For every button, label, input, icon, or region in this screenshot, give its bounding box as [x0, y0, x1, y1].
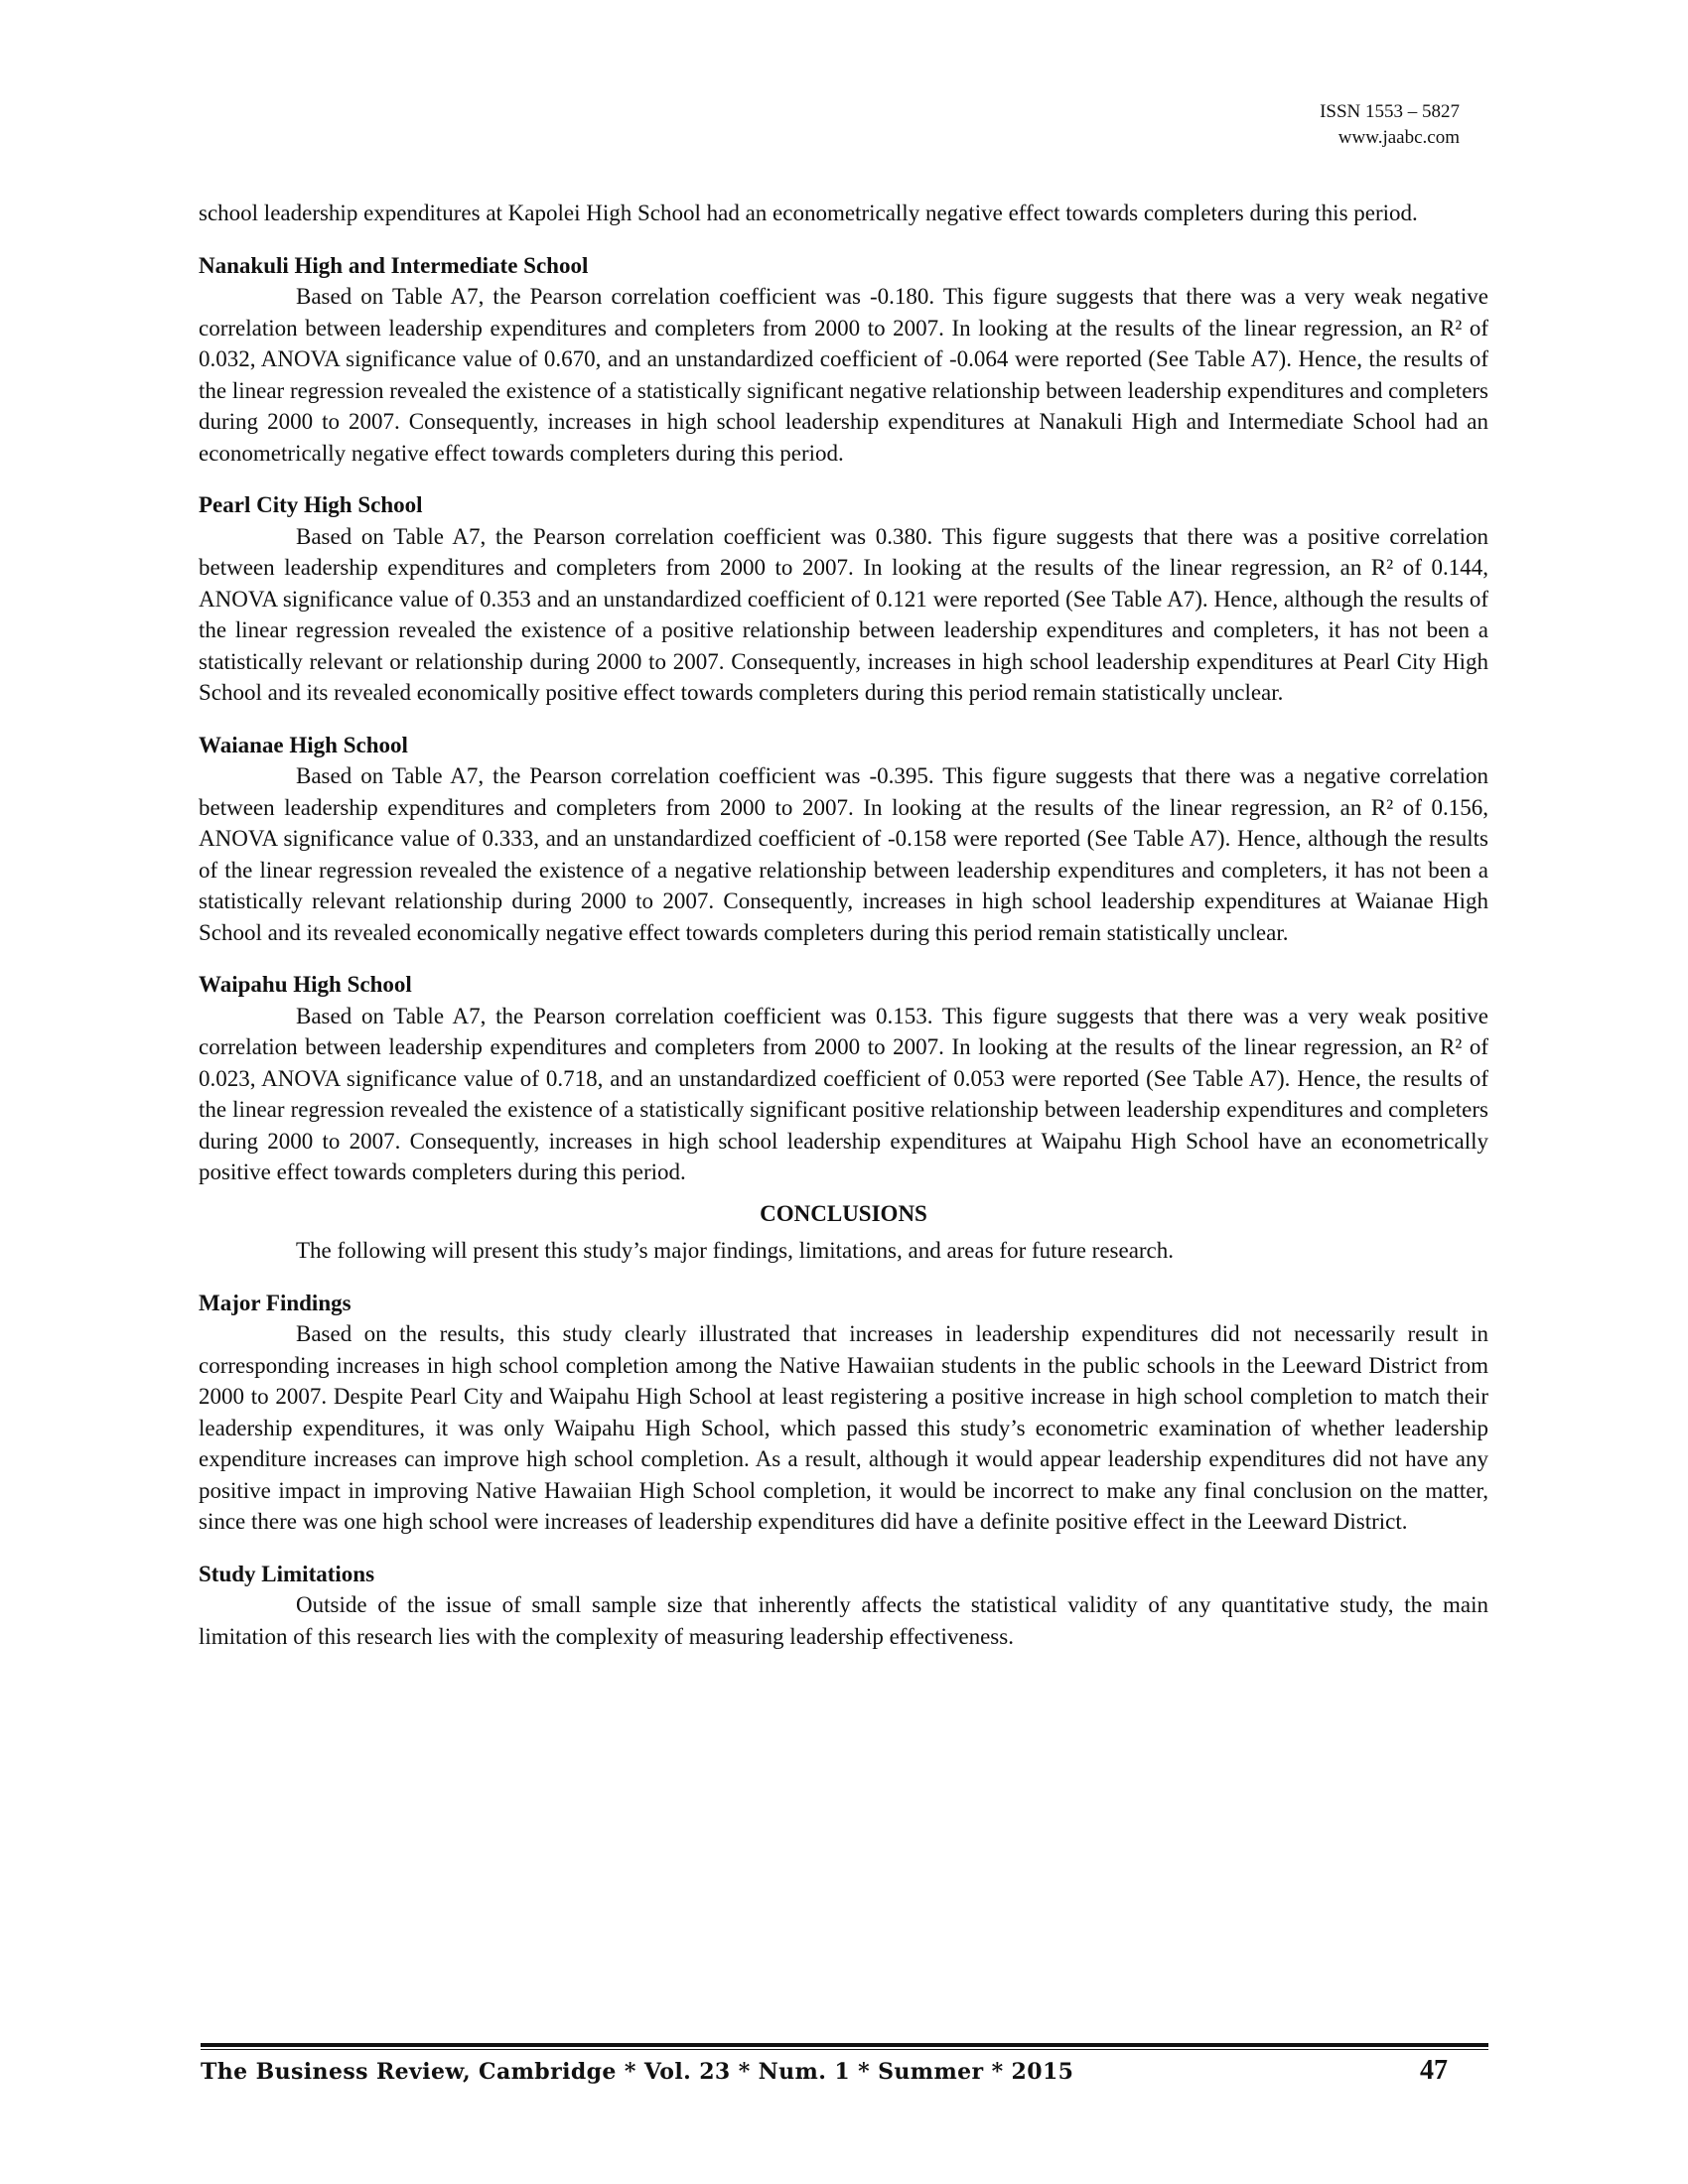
issn-number: ISSN 1553 – 5827: [1320, 101, 1460, 122]
section-text-waipahu: Based on Table A7, the Pearson correlation coefficient was 0.153. This figure suggests that there was a very weak positive correlation between leadership expenditures and completers from 2000 to 2007. In looking at the results of the linear regression, an R² of 0.023, ANOVA significance value of 0.718, and an unstandardized coefficient of 0.053 were reported (See Table A7). Hence, the results of the linear regression revealed the existence of a statistically significant positive relationship between leadership expenditures and completers during 2000 to 2007. Consequently, increases in high school leadership expenditures at Waipahu High School have an econometrically positive effect towards completers during this period.: [199, 1003, 1488, 1184]
intro-paragraph: school leadership expenditures at Kapolei High School had an econometrically negative effect towards completers during this period.: [199, 201, 1418, 225]
section-text-nanakuli: Based on Table A7, the Pearson correlation coefficient was -0.180. This figure suggests that there was a very weak negative correlation between leadership expenditures and completers from 2000 to 2007. In looking at the results of the linear regression, an R² of 0.032, ANOVA significance value of 0.670, and an unstandardized coefficient of -0.064 were reported (See Table A7). Hence, the results of the linear regression revealed the existence of a statistically significant negative relationship between leadership expenditures and completers during 2000 to 2007. Consequently, increases in high school leadership expenditures at Nanakuli High and Intermediate School had an econometrically negative effect towards completers during this period.: [199, 284, 1489, 466]
journal-website: www.jaabc.com: [1337, 127, 1460, 148]
section-heading-waianae: Waianae High School: [199, 732, 408, 757]
article-body: [199, 198, 1488, 1652]
section-heading-pearl-city: Pearl City High School: [199, 492, 423, 517]
section-heading-study-limitations: Study Limitations: [199, 1561, 375, 1586]
section-text-pearl-city: Based on Table A7, the Pearson correlation coefficient was 0.380. This figure suggests that there was a positive correlation between leadership expenditures and completers from 2000 to 2007. In looking at the results of the linear regression, an R² of 0.144, ANOVA significance value of 0.353 and an unstandardized coefficient of 0.121 were reported (See Table A7). Hence, although the results of the linear regression revealed the existence of a positive relationship between leadership expenditures and completers, it has not been a statistically relevant or relationship during 2000 to 2007. Consequently, increases in high school leadership expenditures at Pearl City High School and its revealed economically positive effect towards completers during this period remain statistically unclear.: [199, 523, 1488, 705]
section-text-study-limitations: Outside of the issue of small sample size that inherently affects the statistical validity of any quantitative study, the main limitation of this research lies with the complexity of measuring leadership effectiveness.: [199, 1592, 1488, 1649]
section-heading-nanakuli: Nanakuli High and Intermediate School: [199, 252, 589, 278]
conclusions-heading: CONCLUSIONS: [760, 1200, 927, 1226]
journal-identifier: [1320, 99, 1460, 151]
footer-journal-citation: The Business Review, Cambridge * Vol. 23 * Num. 1 * Summer * 2015: [201, 2059, 1074, 2085]
section-heading-major-findings: Major Findings: [199, 1290, 352, 1315]
footer-rule-thin: [201, 2049, 1488, 2050]
section-text-major-findings: Based on the results, this study clearly illustrated that increases in leadership expenditures did not necessarily result in corresponding increases in high school completion among the Native Hawaiian students in the public schools in the Leeward District from 2000 to 2007. Despite Pearl City and Waipahu High School at least registering a positive increase in high school completion to match their leadership expenditures, it was only Waipahu High School, which passed this study’s econometric examination of whether leadership expenditure increases can improve high school completion. As a result, although it would appear leadership expenditures did not have any positive impact in improving Native Hawaiian High School completion, it would be incorrect to make any final conclusion on the matter, since there was one high school were increases of leadership expenditures did have a definite positive effect in the Leeward District.: [199, 1321, 1488, 1534]
section-heading-waipahu: Waipahu High School: [199, 972, 412, 997]
section-text-waianae: Based on Table A7, the Pearson correlation coefficient was -0.395. This figure suggests that there was a negative correlation between leadership expenditures and completers from 2000 to 2007. In looking at the results of the linear regression, an R² of 0.156, ANOVA significance value of 0.333, and an unstandardized coefficient of -0.158 were reported (See Table A7). Hence, although the results of the linear regression revealed the existence of a negative relationship between leadership expenditures and completers, it has not been a statistically relevant relationship during 2000 to 2007. Consequently, increases in high school leadership expenditures at Waianae High School and its revealed economically negative effect towards completers during this period remain statistically unclear.: [199, 763, 1488, 945]
footer-rule-thick: [201, 2043, 1488, 2047]
conclusions-text: The following will present this study’s major findings, limitations, and areas for future research.: [296, 1238, 1175, 1263]
page-number: 47: [1420, 2055, 1448, 2086]
